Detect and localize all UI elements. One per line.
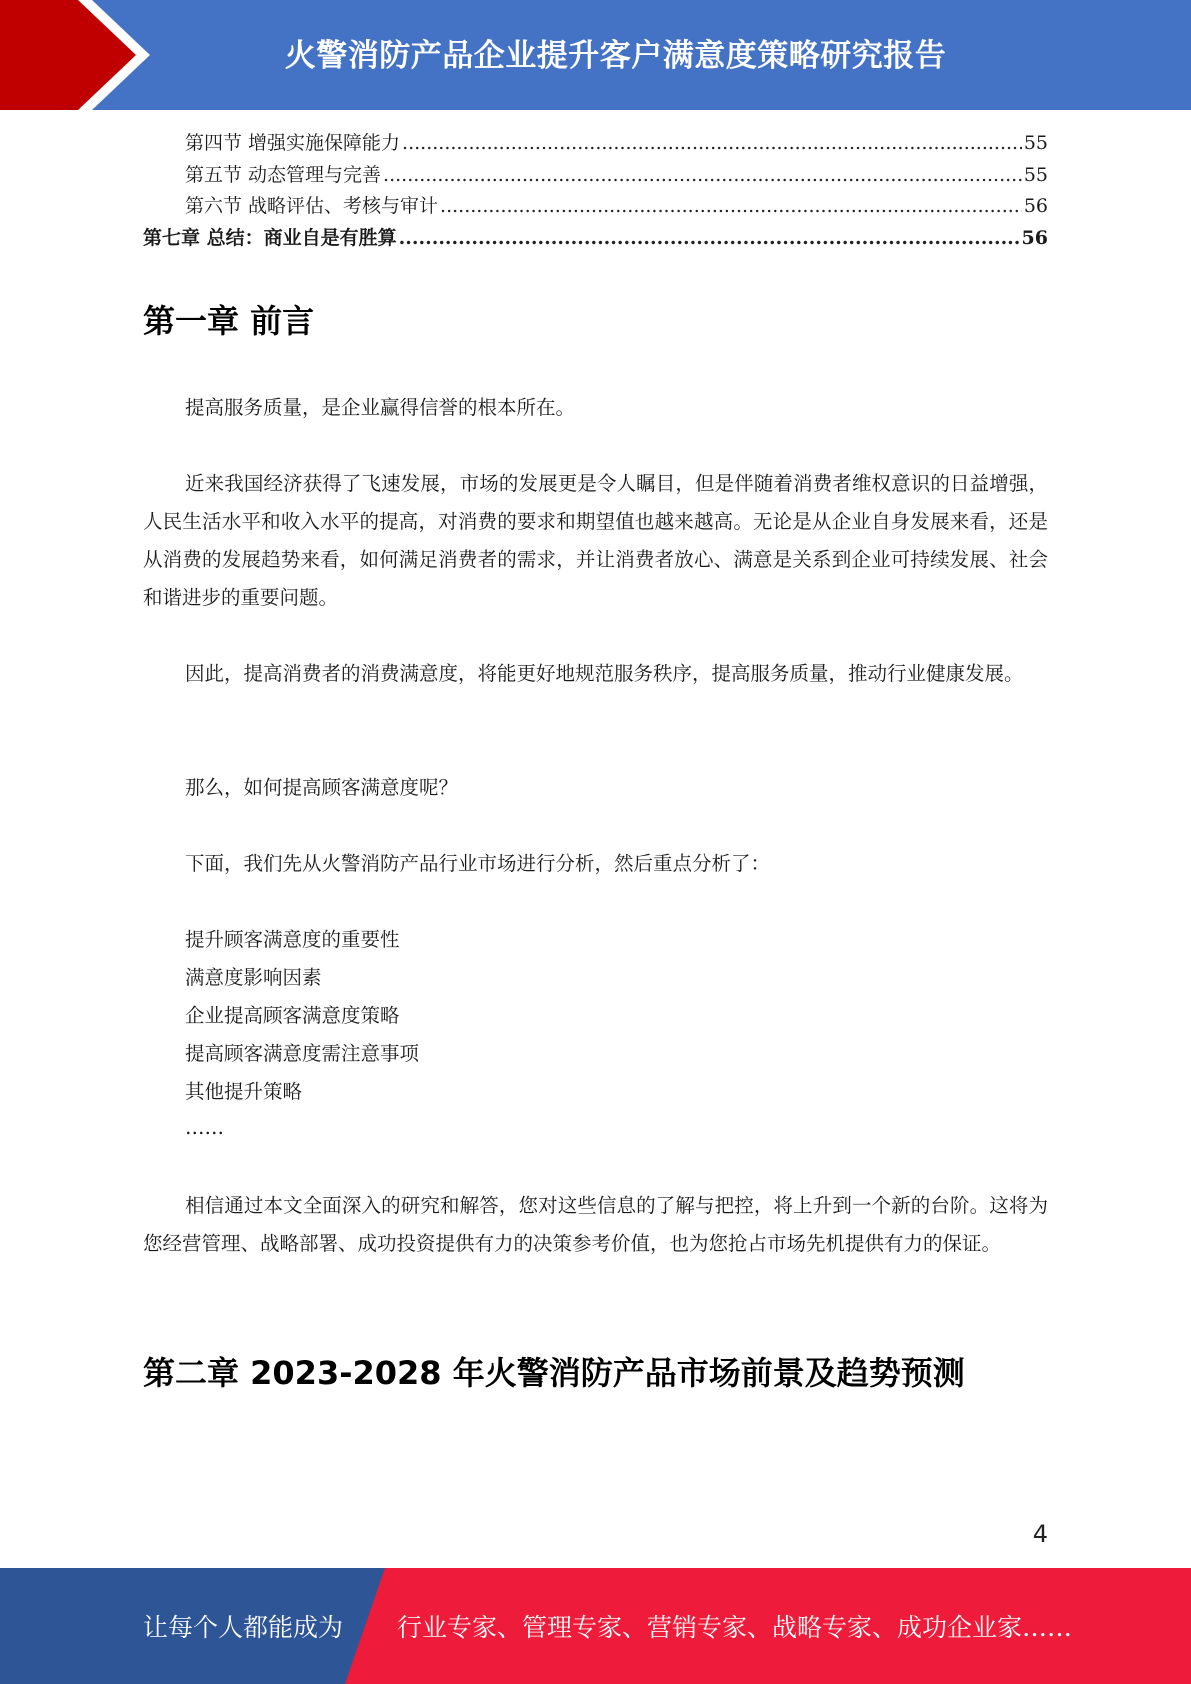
toc-dot-leader (402, 132, 1022, 154)
header-red-arrow-icon (0, 0, 160, 110)
toc-entry[interactable] (143, 223, 1048, 255)
toc-entry[interactable] (143, 160, 1048, 192)
footer-slogan-left: 让每个人都能成为 (143, 1613, 344, 1642)
paragraph: 相信通过本文全面深入的研究和解答，您对这些信息的了解与把控，将上升到一个新的台阶。这将为您经营管理、战略部署、成功投资提供有力的决策参考价值，也为您抢占市场先机提供有力的保证。 (143, 1194, 1048, 1255)
page-number: 4 (1032, 1520, 1048, 1548)
toc-dot-leader (383, 164, 1022, 186)
page-footer (0, 1568, 1191, 1684)
list-item: 企业提高顾客满意度策略 (185, 1004, 400, 1027)
chapter1-heading: 第一章 前言 (143, 302, 315, 340)
paragraph: 下面，我们先从火警消防产品行业市场进行分析，然后重点分析了： (185, 852, 771, 875)
paragraph: 因此，提高消费者的消费满意度，将能更好地规范服务秩序，提高服务质量，推动行业健康发展。 (185, 662, 1024, 685)
toc-entry-page: 55 (1023, 163, 1048, 186)
toc-dot-leader (440, 195, 1022, 217)
toc-entry-page: 55 (1023, 132, 1048, 154)
list-ellipsis: …… (185, 1116, 224, 1139)
header-title: 火警消防产品企业提升客户满意度策略研究报告 (284, 37, 947, 74)
list-item: 提升顾客满意度的重要性 (185, 928, 400, 951)
paragraph: 那么，如何提高顾客满意度呢？ (185, 776, 459, 799)
toc-entry-page: 56 (1021, 226, 1048, 249)
toc-entry-title: 第五节 动态管理与完善 (185, 163, 382, 186)
list-item: 满意度影响因素 (185, 966, 322, 989)
page-header (0, 0, 1191, 110)
topic-list (185, 921, 419, 1111)
toc-entry-title: 第四节 增强实施保障能力 (185, 132, 401, 154)
list-item: 提高顾客满意度需注意事项 (185, 1042, 420, 1065)
toc-entry-title: 第七章 总结：商业自是有胜算 (143, 226, 397, 249)
toc-entry-page: 56 (1023, 195, 1048, 217)
toc-entry-title: 第六节 战略评估、考核与审计 (185, 195, 439, 217)
chapter2-heading: 第二章 2023-2028 年火警消防产品市场前景及趋势预测 (143, 1354, 965, 1392)
paragraph: 近来我国经济获得了飞速发展，市场的发展更是令人瞩目，但是伴随着消费者维权意识的日益增强，人民生活水平和收入水平的提高，对消费的要求和期望值也越来越高。无论是从企业自身发展来看，还是从消费的发展趋势来看，如何满足消费者的需求，并让消费者放心、满意是关系到企业可持续发展、社会和谐进步的重要问题。 (143, 472, 1048, 609)
footer-slogan-right: 行业专家、管理专家、营销专家、战略专家、成功企业家…… (397, 1613, 1073, 1642)
table-of-contents (143, 128, 1048, 254)
toc-entry[interactable] (143, 191, 1048, 223)
paragraph: 提高服务质量，是企业赢得信誉的根本所在。 (185, 396, 576, 419)
list-item: 其他提升策略 (185, 1080, 303, 1103)
toc-dot-leader (399, 227, 1020, 249)
toc-entry[interactable] (143, 128, 1048, 160)
